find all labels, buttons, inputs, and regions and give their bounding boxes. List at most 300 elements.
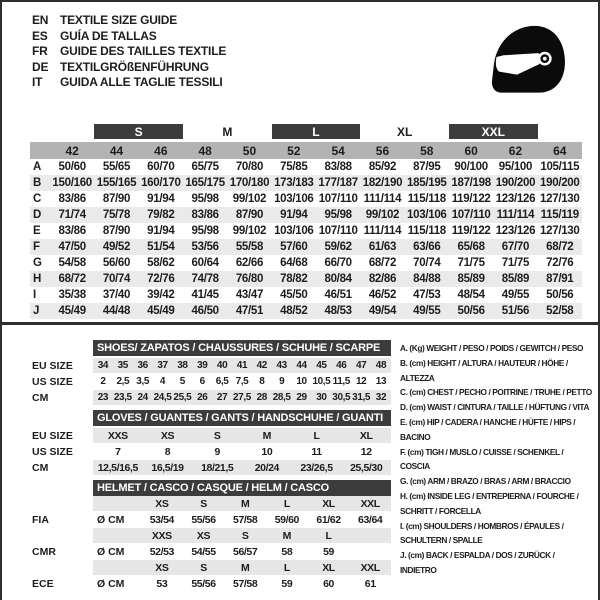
measurement-value: 61/63 [368, 241, 397, 253]
size-row-label: EU SIZE [32, 429, 73, 442]
size-value: 41 [236, 360, 248, 371]
measurement-value: 49/55 [501, 289, 530, 301]
measurement-value: 87/90 [102, 225, 131, 237]
measurement-value: 65/68 [457, 241, 485, 253]
size-value: 54/55 [191, 545, 216, 558]
measurement-row-i [30, 287, 582, 303]
size-value: 59 [323, 545, 334, 558]
size-value: 60 [323, 577, 334, 590]
size-row-values [93, 512, 391, 527]
size-row-values [93, 576, 391, 591]
size-row-values [93, 358, 391, 373]
measurement-value: 39/42 [147, 289, 175, 301]
size-value: S [200, 497, 207, 510]
measurement-value: 160/170 [141, 177, 181, 189]
size-number: 44 [109, 143, 124, 158]
size-value: L [283, 561, 290, 574]
size-row-label: CMR [32, 545, 56, 558]
size-value: 28 [256, 392, 267, 403]
measurement-row-label: A [33, 161, 42, 173]
measurement-row-label: I [33, 289, 36, 301]
size-value: 10 [296, 376, 307, 387]
size-value: XS [155, 497, 169, 510]
size-group-m: M [222, 124, 233, 139]
measurement-value: 46/51 [324, 289, 352, 301]
size-value: 18/21,5 [201, 461, 234, 474]
measurement-value: 119/122 [451, 225, 491, 237]
measurement-value: 37/40 [102, 289, 131, 301]
size-row-values [93, 528, 391, 543]
size-value: M [262, 429, 272, 442]
size-group-row [30, 124, 582, 142]
size-value: 9 [279, 376, 285, 387]
measurement-value: 64/68 [280, 257, 308, 269]
size-value: 32 [375, 392, 387, 403]
size-value: 59 [281, 577, 293, 590]
size-value: 27 [216, 392, 228, 403]
gloves-section-title: GLOVES / GUANTES / GANTS / HANDSCHUHE / GUANTI [93, 410, 391, 426]
size-value: 12,5/16,5 [97, 461, 138, 474]
size-number: 52 [287, 143, 301, 158]
size-value: 7 [115, 445, 121, 458]
size-value: 30 [316, 392, 327, 403]
size-value: 55/56 [191, 513, 216, 526]
measurement-value: 48/53 [324, 305, 352, 317]
size-value: 2,5 [116, 376, 130, 387]
measurement-value: 45/50 [280, 289, 308, 301]
measurement-value: 65/75 [191, 161, 219, 173]
size-value [349, 544, 391, 559]
measurement-row-j [30, 303, 582, 319]
measurement-value: 84/88 [413, 273, 441, 285]
size-value: 11,5 [332, 376, 350, 387]
language-title: GUÍA DE TALLAS [60, 28, 157, 43]
language-code: ES [32, 28, 48, 43]
size-row-us-size [32, 444, 391, 459]
size-value: 48 [375, 360, 387, 371]
size-value: 58 [281, 545, 293, 558]
size-value: 44 [296, 360, 307, 371]
size-value: 42 [256, 360, 267, 371]
measurement-value: 91/94 [147, 225, 175, 237]
size-number: 60 [464, 143, 478, 158]
measurement-value: 58/62 [147, 257, 175, 269]
measurement-value: 187/198 [451, 177, 491, 189]
size-value: L [325, 529, 332, 542]
measurement-value: 95/98 [191, 225, 219, 237]
measurement-row-label: J [33, 305, 40, 317]
size-value: M [241, 561, 250, 574]
size-value: 59/60 [274, 513, 299, 526]
language-code: EN [32, 13, 49, 27]
measurement-row-h [30, 271, 582, 287]
size-value: M [241, 497, 250, 510]
language-code: FR [32, 44, 48, 59]
group-spacer [538, 124, 582, 139]
size-value: 11 [311, 445, 322, 458]
legend-entry: H. (cm) INSIDE LEG / ENTREPIERNA / FOURCHE / SCHRITT / FORCELLA [400, 490, 579, 516]
size-value: 45 [316, 360, 327, 371]
measurement-row-label: G [33, 257, 42, 269]
measurement-value: 43/47 [235, 289, 264, 301]
measurement-value: 177/187 [318, 177, 358, 189]
measurement-value: 83/86 [191, 209, 219, 221]
language-title: TEXTILGRÖßENFÜHRUNG [60, 59, 209, 74]
size-value: 7,5 [235, 376, 249, 387]
measurement-value: 123/126 [495, 193, 536, 205]
measurement-value: 71/74 [58, 209, 86, 221]
size-row-label: CM [32, 461, 49, 474]
size-row-values [93, 390, 391, 405]
size-value: 36 [137, 360, 148, 371]
measurement-value: 45/49 [58, 305, 86, 317]
size-value: XL [359, 429, 373, 442]
legend-entry: B. (cm) HEIGHT / ALTURA / HAUTEUR / HÖHE / ALTEZZA [400, 357, 568, 383]
size-row-label: CM [32, 391, 49, 404]
size-value: 25,5/30 [350, 461, 383, 474]
measurement-value: 55/65 [102, 161, 131, 173]
legend-entry: D. (cm) WAIST / CINTURA / TAILLE / HÜFTUNG / VITA [400, 402, 590, 413]
language-row [32, 44, 226, 60]
size-row-label: EU SIZE [32, 359, 73, 372]
size-value: S [213, 429, 221, 442]
size-value [349, 528, 391, 543]
measurement-value: 68/72 [368, 257, 397, 269]
measurement-value: 60/70 [147, 161, 175, 173]
measurement-value: 62/66 [235, 257, 264, 269]
measurement-value: 71/75 [501, 257, 530, 269]
diameter-cm-label [93, 528, 141, 543]
gloves-size-table [32, 428, 391, 476]
measurement-value: 57/60 [280, 241, 308, 253]
size-row-label [32, 528, 93, 543]
measurement-value: 83/88 [324, 161, 352, 173]
helmet-section-title: HELMET / CASCO / CASQUE / HELM / CASCO [93, 480, 391, 496]
language-code: DE [32, 59, 49, 74]
legend-entry: J. (cm) BACK / ESPALDA / DOS / ZURÜCK / INDIETRO [400, 550, 555, 575]
measurement-value: 115/119 [540, 209, 579, 221]
size-value: 8 [164, 445, 171, 458]
size-number: 42 [65, 143, 79, 158]
measurement-value: 49/54 [368, 305, 397, 317]
measurement-value: 115/118 [407, 193, 446, 205]
language-title: TEXTILE SIZE GUIDE [60, 13, 178, 27]
measurement-row-e [30, 223, 582, 239]
size-number: 62 [508, 143, 523, 158]
size-value: 61/62 [316, 513, 341, 526]
size-value: 2 [100, 376, 106, 387]
size-value: 24,5 [153, 392, 172, 403]
measurement-value: 66/70 [324, 257, 352, 269]
measurement-value: 68/72 [546, 241, 574, 253]
size-value: 26 [197, 392, 208, 403]
language-row [32, 60, 226, 76]
size-value: 56/57 [233, 545, 258, 558]
size-value: S [241, 529, 249, 542]
measurement-value: 35/38 [58, 289, 86, 301]
measurement-row-label: D [33, 209, 42, 221]
size-row-eu-size [32, 358, 391, 373]
size-value: 35 [117, 360, 128, 371]
size-value: 5 [179, 376, 185, 387]
size-value: 37 [157, 360, 168, 371]
size-value: 13 [375, 376, 387, 387]
measurement-value: 85/89 [501, 273, 530, 285]
legend-entry: I. (cm) SHOULDERS / HOMBROS / ÉPAULES / SCHULTERN / SPALLE [400, 520, 564, 546]
measurement-row-f [30, 239, 582, 255]
measurement-value: 47/50 [58, 241, 86, 253]
legend-entry: F. (cm) TIGH / MUSLO / CUISSE / SCHENKEL / COSCIA [400, 446, 564, 472]
measurement-legend [400, 341, 592, 578]
measurement-value: 74/78 [191, 273, 219, 285]
size-row-values [93, 444, 391, 459]
measurement-value: 127/130 [540, 193, 580, 205]
size-value: 23 [97, 392, 109, 403]
measurement-value: 72/76 [546, 257, 574, 269]
measurement-value: 47/51 [235, 305, 264, 317]
measurement-value: 45/49 [147, 305, 175, 317]
diameter-cm-label: Ø CM [97, 545, 125, 558]
measurement-value: 83/86 [58, 193, 86, 205]
measurement-value: 82/86 [368, 273, 397, 285]
language-row [32, 75, 226, 91]
measurement-value: 103/106 [274, 225, 314, 237]
measurement-value: 83/86 [58, 225, 86, 237]
size-row-values [93, 560, 391, 575]
size-value: 46 [336, 360, 347, 371]
measurement-value: 111/114 [496, 209, 535, 221]
size-value: 39 [197, 360, 208, 371]
size-group-s: S [94, 124, 183, 139]
measurement-value: 46/50 [191, 305, 219, 317]
measurement-row-label: H [33, 273, 42, 285]
size-row-values [93, 428, 391, 443]
size-value: 24 [137, 392, 148, 403]
language-header [32, 13, 226, 91]
size-row-label: ECE [32, 577, 54, 590]
size-value: XXS [151, 529, 172, 542]
size-number-spacer [30, 142, 50, 159]
size-row-cmr [32, 544, 391, 559]
size-number: 50 [242, 143, 257, 158]
measurement-value: 87/90 [102, 193, 131, 205]
size-value: XXL [360, 497, 380, 510]
size-row-eu-size [32, 428, 391, 443]
size-value: 47 [355, 360, 367, 371]
measurement-value: 44/48 [102, 305, 131, 317]
size-group-l: L [272, 124, 361, 139]
size-value: 28,5 [272, 392, 291, 403]
measurement-value: 70/74 [413, 257, 441, 269]
measurement-value: 54/58 [58, 257, 86, 269]
measurement-value: 107/110 [318, 193, 358, 205]
size-number: 58 [420, 143, 434, 158]
measurement-value: 60/64 [191, 257, 219, 269]
size-value: L [283, 497, 290, 510]
measurement-value: 103/106 [274, 193, 314, 205]
measurement-value: 173/183 [274, 177, 314, 189]
diameter-cm-label: Ø CM [97, 577, 125, 590]
measurement-value: 111/114 [363, 193, 402, 205]
size-row-label [32, 560, 93, 575]
size-number: 64 [553, 143, 567, 158]
measurement-value: 103/106 [407, 209, 447, 221]
measurement-value: 87/91 [546, 273, 574, 285]
size-value: L [313, 429, 320, 442]
size-value: 57/58 [233, 513, 258, 526]
measurement-value: 85/92 [368, 161, 397, 173]
measurement-value: 107/110 [451, 209, 491, 221]
measurement-value: 95/98 [324, 209, 352, 221]
measurement-row-label: B [33, 177, 42, 189]
size-row [32, 496, 391, 511]
measurement-value: 68/72 [58, 273, 86, 285]
language-row [32, 13, 226, 29]
measurement-row-d [30, 207, 582, 223]
measurement-value: 182/190 [362, 177, 403, 189]
size-value: 20/24 [254, 461, 279, 474]
measurement-value: 87/90 [235, 209, 264, 221]
size-value: 52/53 [149, 545, 174, 558]
size-number: 54 [331, 143, 345, 158]
size-row [32, 528, 391, 543]
diameter-cm-label: Ø CM [97, 513, 125, 526]
measurement-value: 49/52 [102, 241, 131, 253]
measurement-value: 123/126 [495, 225, 536, 237]
size-row-cm [32, 460, 391, 475]
measurement-value: 50/56 [457, 305, 485, 317]
legend-entry: C. (cm) CHEST / PECHO / POITRINE / TRUHE / PETTO [400, 387, 592, 398]
measurement-value: 91/94 [280, 209, 308, 221]
size-value: S [200, 561, 207, 574]
size-row-ece [32, 576, 391, 591]
measurement-value: 51/56 [501, 305, 530, 317]
measurement-value: 95/98 [191, 193, 219, 205]
size-value: XS [160, 429, 175, 442]
size-value: 4 [159, 376, 166, 387]
size-value: 43 [276, 360, 287, 371]
shoes-section-title: SHOES/ ZAPATOS / CHAUSSURES / SCHUHE / SCARPE [93, 340, 391, 356]
size-value: 61 [364, 577, 376, 590]
size-value: 57/58 [233, 577, 258, 590]
size-value: 25,5 [173, 392, 192, 403]
measurement-value: 71/75 [457, 257, 485, 269]
size-value: 27,5 [233, 392, 251, 403]
size-value: 34 [97, 360, 109, 371]
legend-entry: A. (Kg) WEIGHT / PESO / POIDS / GEWITCH / PESO [400, 343, 584, 353]
measurement-value: 95/100 [498, 161, 533, 173]
size-value: 12 [355, 376, 367, 387]
size-value: XS [196, 529, 211, 542]
size-value: 8 [259, 376, 265, 387]
size-row [32, 560, 391, 575]
measurement-value: 170/180 [229, 177, 270, 189]
language-row [32, 29, 226, 45]
measurement-value: 165/175 [185, 177, 225, 189]
measurement-value: 56/60 [102, 257, 131, 269]
size-group-xl: XL [396, 124, 413, 139]
measurement-value: 47/53 [413, 289, 441, 301]
size-value: 3,5 [136, 376, 149, 387]
measurement-value: 53/56 [191, 241, 219, 253]
measurement-value: 150/160 [52, 177, 92, 189]
measurement-value: 46/52 [368, 289, 397, 301]
measurement-value: 63/66 [413, 241, 441, 253]
measurement-row-label: F [33, 241, 40, 253]
measurement-value: 59/62 [324, 241, 352, 253]
legend-entry: E. (cm) HIP / CADERA / HANCHE / HÜFTE / HIPS / BACINO [400, 416, 576, 442]
measurement-value: 79/82 [147, 209, 175, 221]
helmet-size-table [32, 496, 391, 592]
measurement-value: 111/114 [363, 225, 402, 237]
size-row-label: FIA [32, 513, 49, 526]
size-value: 55/56 [191, 577, 216, 590]
size-value: 23/26,5 [300, 461, 333, 474]
size-row-values [93, 460, 391, 475]
size-value: XXS [107, 429, 128, 442]
diameter-cm-label [93, 496, 141, 511]
measurement-value: 78/82 [280, 273, 308, 285]
size-value: M [282, 529, 292, 542]
measurement-value: 41/45 [191, 289, 219, 301]
language-code: IT [32, 75, 43, 90]
measurement-row-label: C [33, 193, 42, 205]
measurement-row-c [30, 191, 582, 207]
size-value: XL [322, 561, 335, 574]
size-row-fia [32, 512, 391, 527]
size-value: 63/64 [358, 513, 383, 526]
racing-helmet-icon [486, 16, 570, 108]
size-value: 53/54 [149, 513, 174, 526]
size-number-row [30, 142, 582, 159]
measurement-value: 119/122 [451, 193, 491, 205]
measurement-row-label: E [33, 225, 41, 237]
measurement-value: 48/52 [280, 305, 308, 317]
size-row-values [93, 544, 391, 559]
measurement-value: 107/110 [318, 225, 358, 237]
measurement-value: 190/200 [540, 177, 580, 189]
measurement-value: 51/54 [147, 241, 175, 253]
measurement-value: 105/115 [540, 161, 580, 173]
size-number: 48 [198, 143, 212, 158]
size-value: 29 [296, 392, 307, 403]
measurement-row-b [30, 175, 582, 191]
measurement-value: 99/102 [232, 225, 267, 237]
measurement-value: 67/70 [501, 241, 530, 253]
size-value: 9 [214, 445, 220, 458]
size-row-values [93, 496, 391, 511]
size-group-xxl: XXL [449, 124, 538, 139]
size-value: XXL [360, 561, 380, 574]
measurement-value: 50/56 [546, 289, 574, 301]
language-title: GUIDE DES TAILLES TEXTILE [60, 44, 227, 59]
size-value: 31,5 [352, 392, 371, 403]
size-row-label: US SIZE [32, 445, 73, 458]
measurement-value: 87/95 [413, 161, 441, 173]
size-value: 10,5 [312, 376, 331, 387]
measurement-value: 52/58 [546, 305, 574, 317]
measurement-value: 185/195 [407, 177, 447, 189]
measurement-value: 190/200 [495, 177, 536, 189]
textile-size-table [30, 124, 582, 319]
size-value: XS [155, 561, 169, 574]
size-value: 6 [199, 376, 205, 387]
measurement-value: 70/74 [102, 273, 131, 285]
size-value: 12 [360, 445, 372, 458]
size-value: 30,5 [332, 392, 351, 403]
measurement-value: 80/84 [324, 273, 352, 285]
legend-entry: G. (cm) ARM / BRAZO / BRAS / ARM / BRACCIO [400, 476, 571, 487]
